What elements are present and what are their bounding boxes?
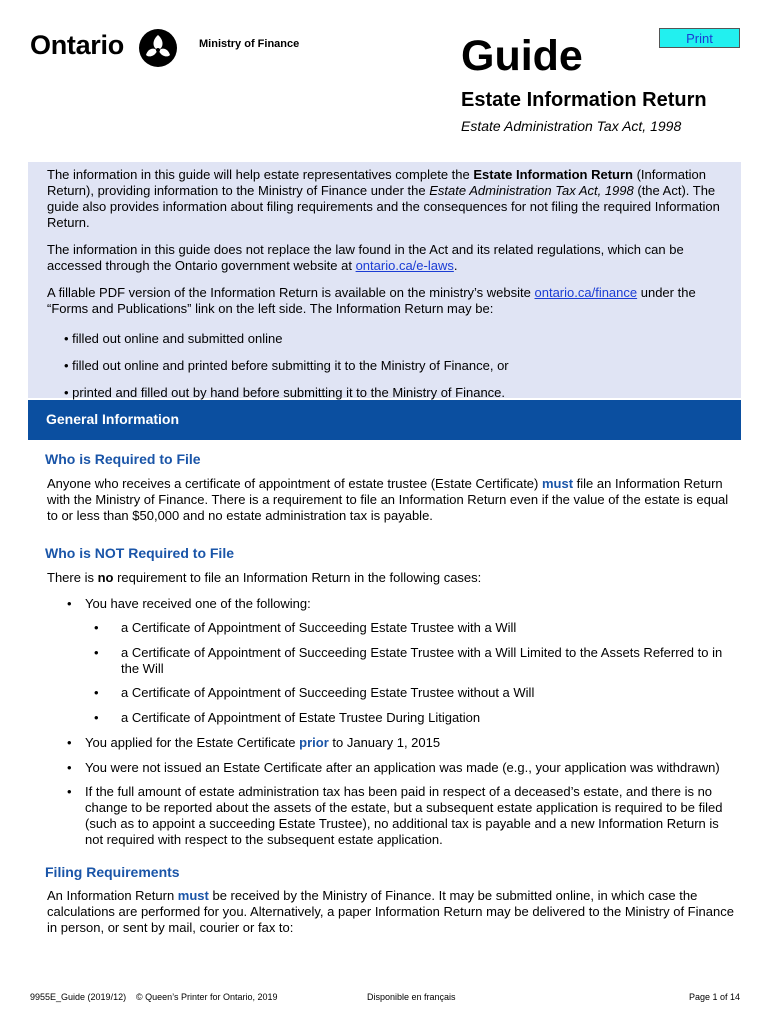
footer-french: Disponible en français — [367, 992, 456, 1002]
print-button[interactable]: Print — [659, 28, 740, 48]
document-title: Estate Information Return — [461, 89, 707, 111]
section-band-title: General Information — [46, 411, 180, 427]
intro-paragraph-1: The information in this guide will help estate representatives complete the Estate Information Return (Information Return), providing information to the Ministry of Finance under the Estate Administration Tax Act, 1998 (the Act). The guide also provides information about filing requirements and the consequences for not filing the required Information Return. — [47, 167, 720, 230]
finance-link[interactable]: ontario.ca/finance — [534, 285, 638, 300]
footer-form-number: 9955E_Guide (2019/12) — [30, 992, 127, 1002]
list-item: • printed and filled out by hand before submitting it to the Ministry of Finance. — [64, 385, 506, 400]
filing-heading: Filing Requirements — [45, 864, 180, 880]
trillium-logo-icon — [138, 28, 178, 68]
who-required-heading: Who is Required to File — [45, 451, 201, 467]
list-item: • filled out online and printed before submitting it to the Ministry of Finance, or — [64, 358, 509, 373]
who-required-text: Anyone who receives a certificate of appointment of estate trustee (Estate Certificate) must file an Information Return with the Ministry of Finance. There is a requirement to file an Information Return even if the value of the estate is equal to or less than $50,000 and no estate administration tax is payable. — [47, 476, 729, 523]
filing-text: An Information Return must be received by the Ministry of Finance. It may be submitted online, in which case the calculations are performed for you. Alternatively, a paper Information Return may be delivered to the Ministry of Finance in person, or sent by mail, courier or fax to: — [47, 888, 734, 935]
intro-paragraph-3: A fillable PDF version of the Information Return is available on the ministry’s website ontario.ca/finance under the “Forms and Publications” link on the left side. The Information Return may be: — [47, 285, 696, 316]
who-not-heading: Who is NOT Required to File — [45, 545, 234, 561]
intro-box — [28, 162, 741, 398]
guide-heading: Guide — [461, 32, 583, 80]
ministry-name: Ministry of Finance — [199, 38, 300, 50]
section-band — [28, 400, 741, 440]
footer-page-number: Page 1 of 14 — [689, 992, 741, 1002]
act-subtitle: Estate Administration Tax Act, 1998 — [461, 118, 682, 134]
who-not-intro: There is no requirement to file an Information Return in the following cases: — [47, 570, 482, 585]
footer-copyright: © Queen’s Printer for Ontario, 2019 — [136, 992, 278, 1002]
list-item: • filled out online and submitted online — [64, 331, 283, 346]
ontario-logo-text: Ontario — [30, 30, 124, 60]
elaws-link[interactable]: ontario.ca/e-laws — [355, 258, 454, 273]
intro-paragraph-2: The information in this guide does not replace the law found in the Act and its related regulations, which can be accessed through the Ontario government website at ontario.ca/e-laws. — [47, 242, 684, 273]
